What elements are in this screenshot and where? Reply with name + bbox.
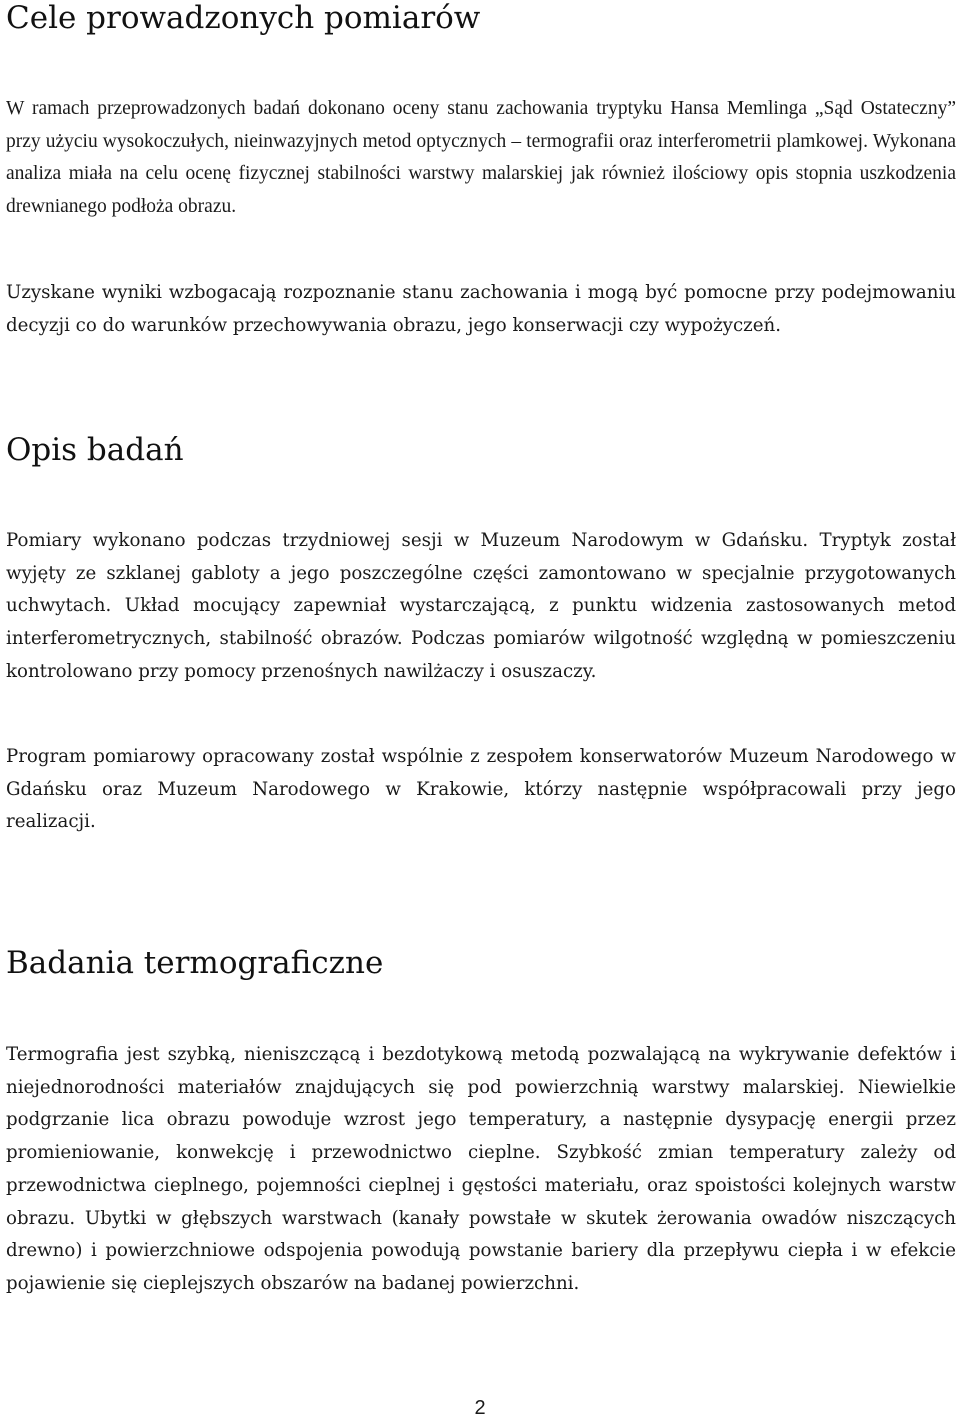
section-heading-thermography: Badania termograficzne bbox=[6, 945, 384, 981]
section-heading-goals: Cele prowadzonych pomiarów bbox=[6, 0, 481, 36]
paragraph-thermography-1: Termografia jest szybką, nieniszczącą i bezdotykową metodą pozwalającą na wykrywanie defektów i niejednorodności materiałów znajdujących się pod powierzchnią warstwy malarskiej. Niewielkie podgrzanie lica obrazu powoduje wzrost jego temperatury, a następnie dysypację energii przez promieniowanie, konwekcję i przewodnictwo cieplne. Szybkość zmian temperatury zależy od przewodnictwa cieplnego, pojemności cieplnej i gęstości materiału, oraz spoistości kolejnych warstw obrazu. Ubytki w głębszych warstwach (kanały powstałe w skutek żerowania owadów niszczących drewno) i powierzchniowe odspojenia powodują powstanie bariery dla przepływu ciepła i w efekcie pojawienie się cieplejszych obszarów na badanej powierzchni. bbox=[6, 1044, 956, 1294]
page-number: 2 bbox=[474, 1397, 486, 1419]
section-description-body bbox=[6, 525, 956, 689]
paragraph-description-1: Pomiary wykonano podczas trzydniowej sesji w Muzeum Narodowym w Gdańsku. Tryptyk został wyjęty ze szklanej gabloty a jego poszczególne części zamontowano w specjalnie przygotowanych uchwytach. Układ mocujący zapewniał wystarczającą, z punktu widzenia zastosowanych metod interferometrycznych, stabilność obrazów. Podczas pomiarów wilgotność względną w pomieszczeniu kontrolowano przy pomocy przenośnych nawilżaczy i osuszaczy. bbox=[6, 530, 956, 682]
section-goals bbox=[6, 0, 956, 36]
paragraph-goals-1: W ramach przeprowadzonych badań dokonano oceny stanu zachowania tryptyku Hansa Memlinga „Sąd Ostateczny” przy użyciu wysokoczułych, nieinwazyjnych metod optycznych – termografii oraz interferometrii plamkowej. Wykonana analiza miała na celu ocenę fizycznej stabilności warstwy malarskiej jak również ilościowy opis stopnia uszkodzenia drewnianego podłoża obrazu. bbox=[6, 98, 956, 218]
section-goals-body-2 bbox=[6, 277, 956, 342]
section-heading-description: Opis badań bbox=[6, 432, 184, 468]
section-description-body-2 bbox=[6, 741, 956, 839]
section-description bbox=[6, 432, 956, 468]
paragraph-goals-2: Uzyskane wyniki wzbogacają rozpoznanie stanu zachowania i mogą być pomocne przy podejmowaniu decyzji co do warunków przechowywania obrazu, jego konserwacji czy wypożyczeń. bbox=[6, 282, 956, 336]
section-thermography-body bbox=[6, 1039, 956, 1301]
section-thermography bbox=[6, 945, 956, 981]
section-goals-body bbox=[6, 93, 956, 224]
paragraph-description-2: Program pomiarowy opracowany został wspólnie z zespołem konserwatorów Muzeum Narodowego w Gdańsku oraz Muzeum Narodowego w Krakowie, którzy następnie współpracowali przy jego realizacji. bbox=[6, 746, 956, 833]
